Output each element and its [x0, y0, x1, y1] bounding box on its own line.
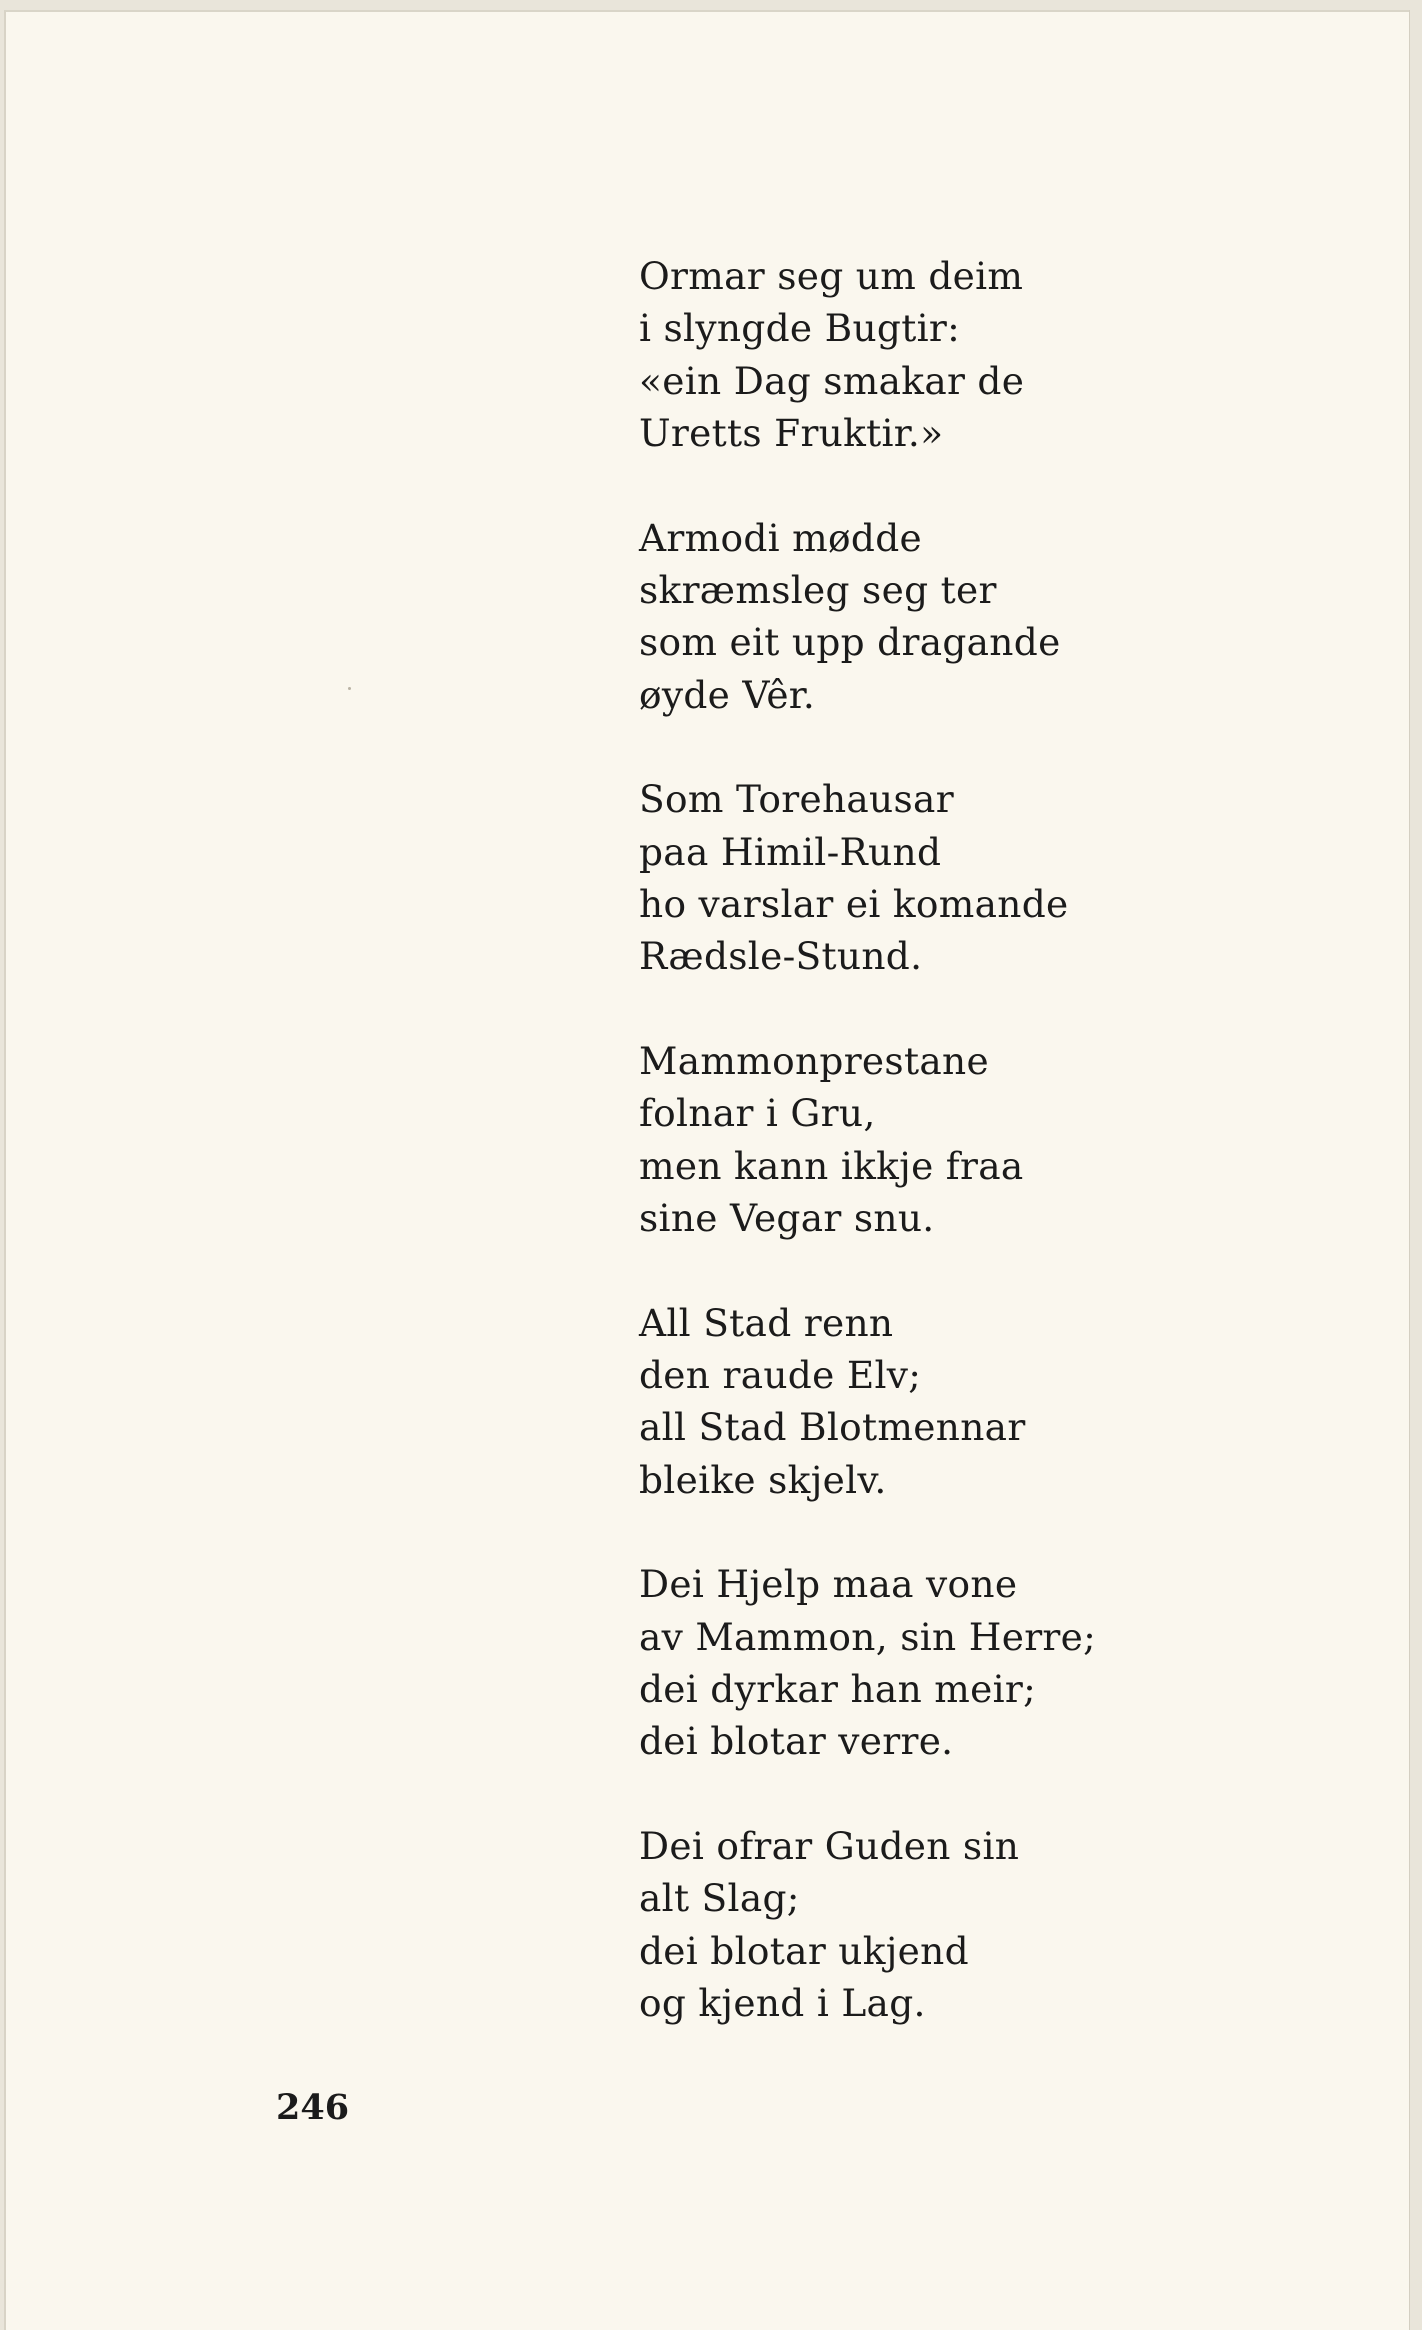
- poem-line: som eit upp dragande: [639, 620, 1061, 665]
- stanza: [639, 1297, 1359, 1507]
- poem-line: Ormar seg um deim: [639, 254, 1024, 298]
- poem-line: bleike skjelv.: [639, 1457, 887, 1502]
- poem: [639, 250, 1359, 2029]
- page-number: 246: [276, 2087, 350, 2128]
- poem-line: Armodi mødde: [639, 515, 923, 560]
- poem-line: ho varslar ei komande: [639, 882, 1069, 927]
- poem-line: dei blotar verre.: [639, 1719, 954, 1764]
- poem-line: alt Slag;: [639, 1876, 800, 1921]
- poem-line: «ein Dag smakar de: [639, 358, 1025, 403]
- poem-line: Mammonprestane: [639, 1038, 989, 1083]
- poem-line: Dei Hjelp maa vone: [639, 1562, 1018, 1607]
- stanza: [639, 512, 1359, 722]
- poem-line: dei dyrkar han meir;: [639, 1666, 1037, 1711]
- poem-line: skræmsleg seg ter: [639, 568, 997, 613]
- poem-line: og kjend i Lag.: [639, 1980, 926, 2025]
- stanza: [639, 250, 1359, 460]
- stanza: [639, 1820, 1359, 2030]
- poem-line: øyde Vêr.: [639, 672, 816, 717]
- book-page: [4, 10, 1409, 2330]
- poem-line: Uretts Fruktir.»: [639, 411, 944, 456]
- stanza: [639, 1558, 1359, 1768]
- poem-line: Dei ofrar Guden sin: [639, 1823, 1020, 1868]
- poem-line: paa Himil-Rund: [639, 829, 942, 874]
- poem-line: Rædsle-Stund.: [639, 934, 923, 979]
- poem-line: sine Vegar snu.: [639, 1196, 935, 1241]
- poem-line: folnar i Gru,: [639, 1091, 876, 1136]
- stanza: [639, 773, 1359, 983]
- poem-line: dei blotar ukjend: [639, 1928, 969, 1973]
- poem-line: All Stad renn: [639, 1300, 894, 1345]
- poem-line: i slyngde Bugtir:: [639, 306, 961, 351]
- paper-speck: [348, 687, 351, 690]
- poem-line: Som Torehausar: [639, 777, 954, 822]
- poem-line: all Stad Blotmennar: [639, 1405, 1026, 1450]
- poem-line: den raude Elv;: [639, 1352, 922, 1397]
- poem-line: av Mammon, sin Herre;: [639, 1614, 1097, 1659]
- stanza: [639, 1035, 1359, 1245]
- poem-line: men kann ikkje fraa: [639, 1143, 1024, 1188]
